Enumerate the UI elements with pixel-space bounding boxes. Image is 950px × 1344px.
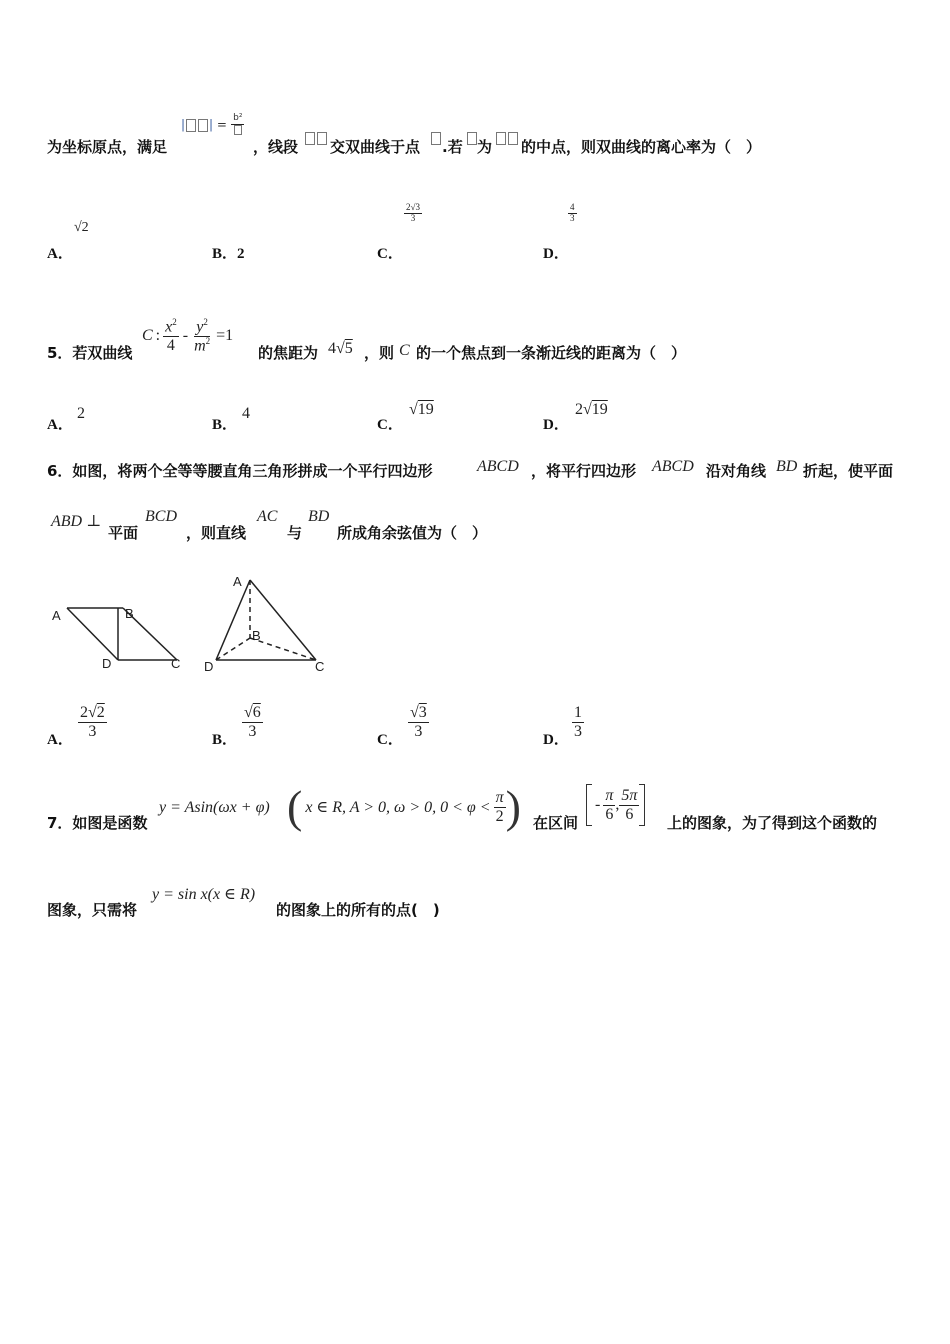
fig2-label-b: B	[252, 628, 261, 643]
q4-option-c-label: C．	[377, 246, 403, 262]
q4-option-a-value: √2	[74, 220, 89, 235]
q6-line2-mid: ，则直线	[186, 524, 247, 542]
q4-option-a-label: A．	[47, 246, 73, 262]
q7-line2-end: 的图象上的所有的点( )	[276, 901, 440, 919]
q5-prefix: 5．若双曲线	[47, 344, 133, 362]
q4-segment-placeholder	[304, 128, 328, 147]
fig1-label-b: B	[125, 606, 134, 621]
q5-option-c-label: C．	[377, 417, 403, 433]
q4-line1-mid1: ，线段	[253, 138, 299, 156]
q5-mid1: 的焦距为	[258, 344, 319, 362]
q5-focal-length: 4√5	[328, 340, 353, 357]
q5-option-b-label: B．	[212, 417, 238, 433]
q4-condition: | | = b²	[181, 114, 245, 136]
q5-mid3: 的一个焦点到一条渐近线的距离为（ ）	[416, 344, 687, 362]
q7-function2: y = sin x(x ∈ R)	[152, 886, 256, 903]
q6-bd: BD	[776, 458, 798, 475]
q4-option-b-label: B．2	[212, 246, 245, 262]
fig2-label-a: A	[233, 574, 242, 589]
q6-pingmian: 平面	[108, 524, 139, 542]
q4-line1-mid3: .若	[442, 138, 463, 156]
fig2-label-d: D	[204, 659, 214, 674]
q7-condition: ( x ∈ R, A > 0, ω > 0, 0 < φ < $\frac{\pi}{2}$ )	[287, 781, 521, 832]
q6-tetrahedron-figure	[216, 580, 316, 660]
q7-interval: - $\frac{\pi}{6}$ , $\frac{5\pi}{6}$	[586, 784, 645, 826]
q6-abcd: ABCD	[477, 458, 519, 475]
q4-option-d-value: $\frac{4}{3}$	[570, 202, 575, 223]
q4-option-c-value: $\frac{2√3}{3}$	[406, 202, 420, 223]
q6-line2-end: 所成角余弦值为（ ）	[337, 524, 488, 542]
q6-option-c-value: $\frac{√3}{3}$	[410, 704, 427, 740]
q6-abd-perp: ABD ⊥	[51, 513, 102, 530]
q7-end1: 上的图象，为了得到这个函数的	[667, 814, 878, 832]
q6-abcd-2: ABCD	[652, 458, 694, 475]
q6-figures	[45, 570, 345, 680]
q4-line1-mid4: 为	[477, 138, 493, 156]
q6-option-a-value: $\frac{2√2}{3}$	[80, 704, 105, 740]
q4-point-placeholder	[430, 128, 442, 147]
q6-line1-mid2: 沿对角线	[706, 462, 767, 480]
fig1-label-d: D	[102, 656, 112, 671]
q6-option-b-value: $\frac{√6}{3}$	[244, 704, 261, 740]
q6-bcd: BCD	[145, 508, 177, 525]
q7-mid: 在区间	[533, 814, 579, 832]
q5-option-d-value: 2√19	[575, 401, 608, 418]
fig2-label-c: C	[315, 659, 325, 674]
q6-option-d-label: D．	[543, 732, 569, 748]
q6-option-c-label: C．	[377, 732, 403, 748]
q4-line1-prefix: 为坐标原点，满足	[47, 138, 168, 156]
q6-option-b-label: B．	[212, 732, 238, 748]
q4-segment2-placeholder	[495, 128, 519, 147]
q5-curve-c: C	[399, 342, 410, 359]
q6-yu: 与	[287, 524, 303, 542]
q7-line2-prefix: 图象，只需将	[47, 901, 138, 919]
q4-line1-mid2: 交双曲线于点	[330, 138, 421, 156]
q5-mid2: ，则	[364, 344, 395, 362]
q6-option-d-value: $\frac{1}{3}$	[574, 704, 582, 740]
q7-prefix: 7．如图是函数	[47, 814, 148, 832]
q6-line1-end: 折起，使平面	[803, 462, 894, 480]
q5-option-b-value: 4	[242, 405, 250, 422]
q6-line1-mid: ，将平行四边形	[531, 462, 637, 480]
q5-option-d-label: D．	[543, 417, 569, 433]
q4-option-d-label: D．	[543, 246, 569, 262]
q6-ac: AC	[257, 508, 278, 525]
q7-function: y = Asin(ωx + φ)	[159, 799, 270, 816]
q5-hyperbola-equation: C : $\frac{x^2}{4}$ - $\frac{y^2}{m^2}$ =1	[142, 317, 234, 355]
fig1-label-a: A	[52, 608, 61, 623]
q6-line1-prefix: 6．如图，将两个全等等腰直角三角形拼成一个平行四边形	[47, 462, 433, 480]
q6-bd-2: BD	[308, 508, 330, 525]
q5-option-a-value: 2	[77, 405, 85, 422]
q6-parallelogram-figure	[67, 608, 177, 660]
q6-option-a-label: A．	[47, 732, 73, 748]
q4-line1-end: 的中点，则双曲线的离心率为（ ）	[521, 138, 762, 156]
q5-option-a-label: A．	[47, 417, 73, 433]
q5-option-c-value: √19	[409, 401, 434, 418]
fig1-label-c: C	[171, 656, 181, 671]
